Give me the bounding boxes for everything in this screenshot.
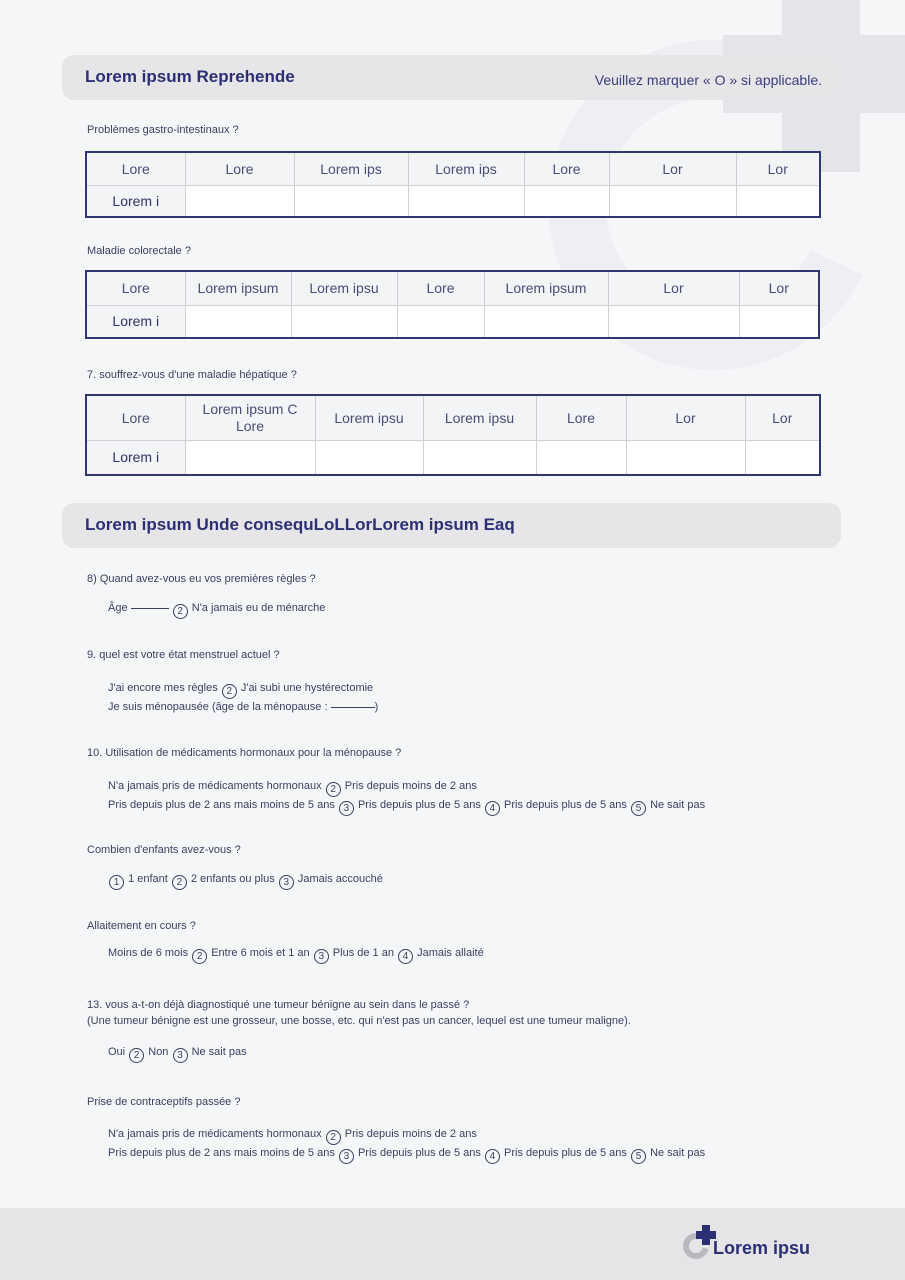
question-label: Prise de contraceptifs passée ? — [87, 1096, 241, 1108]
menopause-age-blank-field[interactable] — [331, 707, 375, 708]
option-label: Oui — [108, 1046, 126, 1058]
question-label: Combien d'enfants avez-vous ? — [87, 844, 241, 856]
question-label — [87, 997, 631, 1029]
answer-options-q9 — [108, 680, 378, 715]
question-subtext: (Une tumeur bénigne est une grosseur, une bosse, etc. qui n'est pas un cancer, lequel est une tumeur maligne). — [87, 1015, 631, 1027]
option-number-2[interactable]: 2 — [222, 684, 237, 699]
option-label: Ne sait pas — [650, 799, 706, 811]
option-label: Pris depuis plus de 5 ans — [504, 799, 627, 811]
table-header-cell: Lorem ipsum — [484, 271, 608, 305]
table-header-cell: Lorem ips — [408, 152, 524, 185]
question-label: Maladie colorectale ? — [87, 245, 191, 257]
answer-options-breastfeeding — [108, 945, 484, 964]
option-number-3[interactable]: 3 — [173, 1048, 188, 1063]
option-label: N'a jamais eu de ménarche — [191, 602, 326, 614]
logo-text: Lorem ipsu — [713, 1238, 811, 1258]
option-label: N'a jamais pris de médicaments hormonaux — [108, 780, 322, 792]
answer-cell[interactable] — [745, 440, 820, 475]
question-text: 13. vous a-t-on déjà diagnostiqué une tumeur bénigne au sein dans le passé ? — [87, 999, 470, 1011]
section-title: Lorem ipsum Unde consequLoLLorLorem ipsum Eaq — [85, 515, 515, 534]
option-label: 1 enfant — [128, 873, 168, 885]
table-header-cell: Lor — [608, 271, 739, 305]
answer-cell[interactable] — [536, 440, 626, 475]
table-header-cell: Lor — [609, 152, 736, 185]
option-label: J'ai encore mes règles — [108, 682, 218, 694]
option-label: Âge — [108, 602, 128, 614]
option-number-2[interactable]: 2 — [192, 949, 207, 964]
answer-cell[interactable] — [185, 440, 315, 475]
instruction-note: Veuillez marquer « O » si applicable. — [594, 72, 822, 88]
option-number-2[interactable]: 2 — [172, 875, 187, 890]
question-label: 10. Utilisation de médicaments hormonaux pour la ménopause ? — [87, 747, 402, 759]
option-label: Entre 6 mois et 1 an — [211, 947, 310, 959]
option-label: Pris depuis plus de 5 ans — [357, 1147, 481, 1159]
option-label: Ne sait pas — [191, 1046, 247, 1058]
table-header-cell: Lorem ipsum C Lore — [185, 395, 315, 440]
answer-cell[interactable] — [739, 305, 819, 338]
brand-logo — [683, 1225, 823, 1265]
answer-cell[interactable] — [185, 185, 294, 217]
table-header-cell: Lor — [739, 271, 819, 305]
table-header-cell: Lorem ipsu — [291, 271, 397, 305]
table-row-label: Lorem i — [86, 440, 185, 475]
answer-cell[interactable] — [408, 185, 524, 217]
answer-options-children — [108, 871, 383, 890]
option-number-3[interactable]: 3 — [339, 801, 354, 816]
answer-options-q8 — [108, 600, 325, 619]
table-header-cell: Lore — [536, 395, 626, 440]
table-header-cell: Lorem ipsu — [423, 395, 536, 440]
answer-cell[interactable] — [291, 305, 397, 338]
option-number-2[interactable]: 2 — [326, 1130, 341, 1145]
option-label: Pris depuis plus de 2 ans mais moins de 5 ans — [108, 1147, 335, 1159]
question-label: 8) Quand avez-vous eu vos premières règles ? — [87, 573, 316, 585]
answer-options-q10 — [108, 778, 705, 816]
answer-table-hepatic — [85, 394, 821, 476]
option-label: Non — [148, 1046, 169, 1058]
answer-cell[interactable] — [484, 305, 608, 338]
option-label: Je suis ménopausée (âge de la ménopause : — [108, 701, 328, 713]
option-label: Pris depuis moins de 2 ans — [344, 780, 477, 792]
section-title: Lorem ipsum Reprehende — [85, 67, 295, 86]
option-number-3[interactable]: 3 — [339, 1149, 354, 1164]
question-label: Problèmes gastro-intestinaux ? — [87, 124, 239, 136]
option-number-1[interactable]: 1 — [109, 875, 124, 890]
table-row-label: Lorem i — [86, 185, 185, 217]
table-header-cell: Lore — [397, 271, 484, 305]
option-number-4[interactable]: 4 — [485, 801, 500, 816]
table-header-cell: Lorem ipsum — [185, 271, 291, 305]
option-label: Pris depuis moins de 2 ans — [344, 1128, 477, 1140]
answer-options-contraceptives — [108, 1126, 705, 1164]
option-label: ) — [374, 701, 379, 713]
answer-options-q13 — [108, 1044, 247, 1063]
option-label: Plus de 1 an — [332, 947, 394, 959]
answer-cell[interactable] — [626, 440, 745, 475]
option-label: Moins de 6 mois — [108, 947, 189, 959]
answer-cell[interactable] — [423, 440, 536, 475]
answer-cell[interactable] — [315, 440, 423, 475]
option-number-4[interactable]: 4 — [485, 1149, 500, 1164]
option-number-5[interactable]: 5 — [631, 801, 646, 816]
age-blank-field[interactable] — [131, 608, 169, 609]
answer-cell[interactable] — [524, 185, 609, 217]
option-number-4[interactable]: 4 — [398, 949, 413, 964]
option-number-2[interactable]: 2 — [129, 1048, 144, 1063]
table-header-cell: Lor — [626, 395, 745, 440]
answer-cell[interactable] — [736, 185, 820, 217]
section-header-1 — [62, 55, 841, 100]
option-number-3[interactable]: 3 — [279, 875, 294, 890]
table-row-label: Lorem i — [86, 305, 185, 338]
table-header-cell: Lore — [86, 395, 185, 440]
answer-table-gastro — [85, 151, 821, 218]
option-label: Pris depuis plus de 5 ans — [504, 1147, 627, 1159]
table-header-cell: Lore — [86, 271, 185, 305]
option-label: Jamais allaité — [417, 947, 484, 959]
answer-cell[interactable] — [397, 305, 484, 338]
question-label: 7. souffrez-vous d'une maladie hépatique ? — [87, 369, 297, 381]
table-header-cell: Lore — [524, 152, 609, 185]
option-number-2[interactable]: 2 — [326, 782, 341, 797]
answer-cell[interactable] — [609, 185, 736, 217]
table-header-cell: Lor — [736, 152, 820, 185]
table-header-cell: Lorem ipsu — [315, 395, 423, 440]
question-label: 9. quel est votre état menstruel actuel ? — [87, 649, 280, 661]
table-header-cell: Lorem ips — [294, 152, 408, 185]
question-label: Allaitement en cours ? — [87, 920, 196, 932]
answer-cell[interactable] — [294, 185, 408, 217]
answer-cell[interactable] — [185, 305, 291, 338]
option-number-5[interactable]: 5 — [631, 1149, 646, 1164]
answer-table-colorectal — [85, 270, 820, 339]
option-number-3[interactable]: 3 — [314, 949, 329, 964]
option-number-2[interactable]: 2 — [173, 604, 188, 619]
answer-cell[interactable] — [608, 305, 739, 338]
option-label: Pris depuis plus de 2 ans mais moins de 5 ans — [108, 799, 335, 811]
option-label: 2 enfants ou plus — [190, 873, 275, 885]
footer — [0, 1208, 905, 1280]
option-label: Pris depuis plus de 5 ans — [357, 799, 481, 811]
option-label: Jamais accouché — [297, 873, 383, 885]
option-label: Ne sait pas — [650, 1147, 706, 1159]
table-header-cell: Lore — [185, 152, 294, 185]
option-label: J'ai subi une hystérectomie — [240, 682, 374, 694]
table-header-cell: Lor — [745, 395, 820, 440]
section-header-2 — [62, 503, 841, 548]
option-label: N'a jamais pris de médicaments hormonaux — [108, 1128, 322, 1140]
table-header-cell: Lore — [86, 152, 185, 185]
